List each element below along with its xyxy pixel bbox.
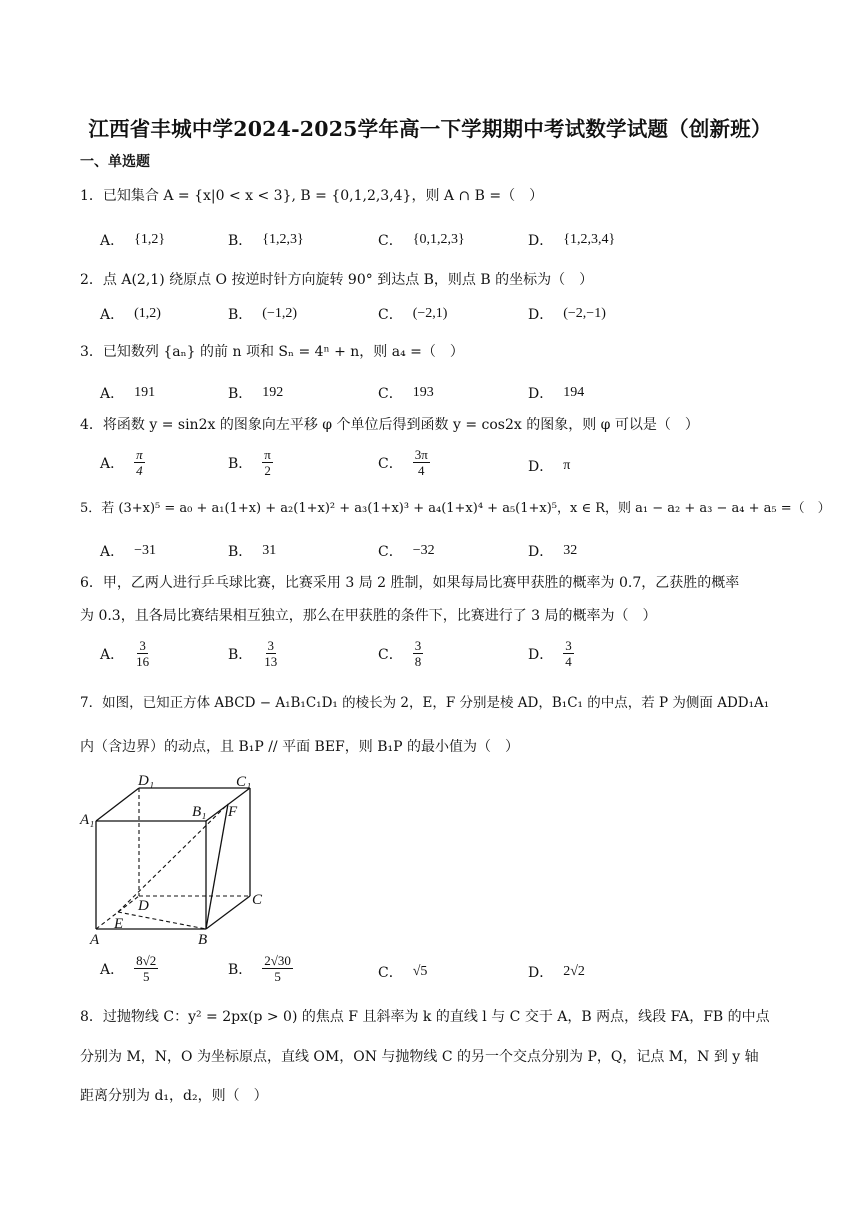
question-7-line-2: 内（含边界）的动点，且 B₁P // 平面 BEF，则 B₁P 的最小值为（ ） <box>80 739 519 755</box>
question-4-stem: 4．将函数 y = sin2x 的图象向左平移 φ 个单位后得到函数 y = cos2x 的图象，则 φ 可以是（ ） <box>80 417 699 433</box>
question-8-line-3: 距离分别为 d₁，d₂，则（ ） <box>80 1088 268 1104</box>
option-d[interactable]: D． 194 <box>528 385 585 402</box>
question-8-line-1: 8．过抛物线 C：y² = 2px(p > 0) 的焦点 F 且斜率为 k 的直线 l 与 C 交于 A，B 两点，线段 FA，FB 的中点 <box>80 1009 770 1025</box>
question-3-options <box>100 383 800 413</box>
label-f: F <box>228 804 238 820</box>
question-1-options <box>100 230 800 260</box>
option-b[interactable]: B． $\frac{2√30}{5}$ <box>228 953 291 984</box>
option-a[interactable]: A． (1,2) <box>100 306 161 323</box>
label-c1: C₁ <box>236 774 252 790</box>
question-6-line-2: 为 0.3，且各局比赛结果相互独立，那么在甲获胜的条件下，比赛进行了 3 局的概率为（ ） <box>80 608 657 624</box>
option-a[interactable]: A． 191 <box>100 385 156 402</box>
label-d: D <box>138 898 149 914</box>
option-a[interactable]: A． $\frac{8√2}{5}$ <box>100 953 157 984</box>
option-c[interactable]: C． √5 <box>378 964 428 981</box>
section-heading: 一、单选题 <box>80 154 150 170</box>
question-2-stem: 2．点 A(2,1) 绕原点 O 按逆时针方向旋转 90° 到达点 B，则点 B 的坐标为（ ） <box>80 272 594 288</box>
cube-figure <box>78 772 278 952</box>
option-c[interactable]: C． 193 <box>378 385 434 402</box>
option-c[interactable]: C． $\frac{3}{8}$ <box>378 638 422 669</box>
question-5-options <box>100 541 800 571</box>
option-b[interactable]: B． 192 <box>228 385 284 402</box>
page-title: 江西省丰城中学2024-2025学年高一下学期期中考试数学试题（创新班） <box>88 117 772 141</box>
option-d[interactable]: D． π <box>528 458 571 475</box>
fraction: $\frac{3}{13}$ <box>264 638 278 669</box>
option-c[interactable]: C． $\frac{3\pi}{4}$ <box>378 447 428 478</box>
option-a[interactable]: A． −31 <box>100 543 157 560</box>
fraction: $\frac{3\pi}{4}$ <box>414 447 428 478</box>
option-a[interactable]: A． $\frac{3}{16}$ <box>100 638 150 669</box>
question-7-options <box>100 953 800 989</box>
label-a: A <box>90 932 100 948</box>
option-d[interactable]: D． 32 <box>528 543 578 560</box>
option-a[interactable]: A． $\frac{\pi}{4}$ <box>100 447 143 478</box>
fraction: $\frac{3}{4}$ <box>565 638 572 669</box>
edge-a1-d1 <box>96 788 139 821</box>
fraction: $\frac{3}{8}$ <box>414 638 422 669</box>
fraction: $\frac{2√30}{5}$ <box>264 953 291 984</box>
option-b[interactable]: B． (−1,2) <box>228 306 298 323</box>
edge-b-c <box>206 896 250 929</box>
label-a1: A₁ <box>80 812 95 828</box>
question-2-options <box>100 304 800 334</box>
label-b: B <box>198 932 208 948</box>
option-b[interactable]: B． $\frac{\pi}{2}$ <box>228 447 271 478</box>
label-d1: D₁ <box>138 773 155 789</box>
fraction: $\frac{8√2}{5}$ <box>136 953 157 984</box>
question-1-stem: 1．已知集合 A = {x|0 < x < 3}, B = {0,1,2,3,4}，则 A ∩ B =（ ） <box>80 188 544 204</box>
fraction: $\frac{\pi}{4}$ <box>136 447 143 478</box>
question-7-line-1: 7．如图，已知正方体 ABCD − A₁B₁C₁D₁ 的棱长为 2，E，F 分别是棱 AD，B₁C₁ 的中点，若 P 为侧面 ADD₁A₁ <box>80 695 770 711</box>
fraction: $\frac{\pi}{2}$ <box>264 447 271 478</box>
label-e: E <box>114 916 124 932</box>
hidden-segment-e-b <box>118 912 206 929</box>
option-d[interactable]: D． 2√2 <box>528 964 585 981</box>
option-c[interactable]: C． {0,1,2,3} <box>378 232 465 249</box>
option-b[interactable]: B． $\frac{3}{13}$ <box>228 638 278 669</box>
option-d[interactable]: D． {1,2,3,4} <box>528 232 616 249</box>
option-b[interactable]: B． 31 <box>228 543 277 560</box>
option-a[interactable]: A． {1,2} <box>100 232 166 249</box>
label-b1: B₁ <box>192 804 207 820</box>
label-c: C <box>252 892 263 908</box>
question-8-line-2: 分别为 M，N，O 为坐标原点，直线 OM，ON 与抛物线 C 的另一个交点分别为 P，Q，记点 M，N 到 y 轴 <box>80 1049 759 1065</box>
question-4-options <box>100 447 800 483</box>
question-5-stem: 5．若 (3+x)⁵ = a₀ + a₁(1+x) + a₂(1+x)² + a₃(1+x)³ + a₄(1+x)⁴ + a₅(1+x)⁵，x ∈ R，则 a₁ − a₂ + a₃ − a₄ + a₅ =（ ） <box>80 501 831 516</box>
option-d[interactable]: D． $\frac{3}{4}$ <box>528 638 572 669</box>
option-b[interactable]: B． {1,2,3} <box>228 232 304 249</box>
question-6-options <box>100 638 800 674</box>
option-c[interactable]: C． −32 <box>378 543 435 560</box>
question-3-stem: 3．已知数列 {aₙ} 的前 n 项和 Sₙ = 4ⁿ + n，则 a₄ =（ ） <box>80 344 464 360</box>
question-6-line-1: 6．甲，乙两人进行乒乓球比赛，比赛采用 3 局 2 胜制，如果每局比赛甲获胜的概率为 0.7，乙获胜的概率 <box>80 575 740 591</box>
option-c[interactable]: C． (−2,1) <box>378 306 448 323</box>
fraction: $\frac{3}{16}$ <box>136 638 150 669</box>
option-d[interactable]: D． (−2,−1) <box>528 306 606 323</box>
